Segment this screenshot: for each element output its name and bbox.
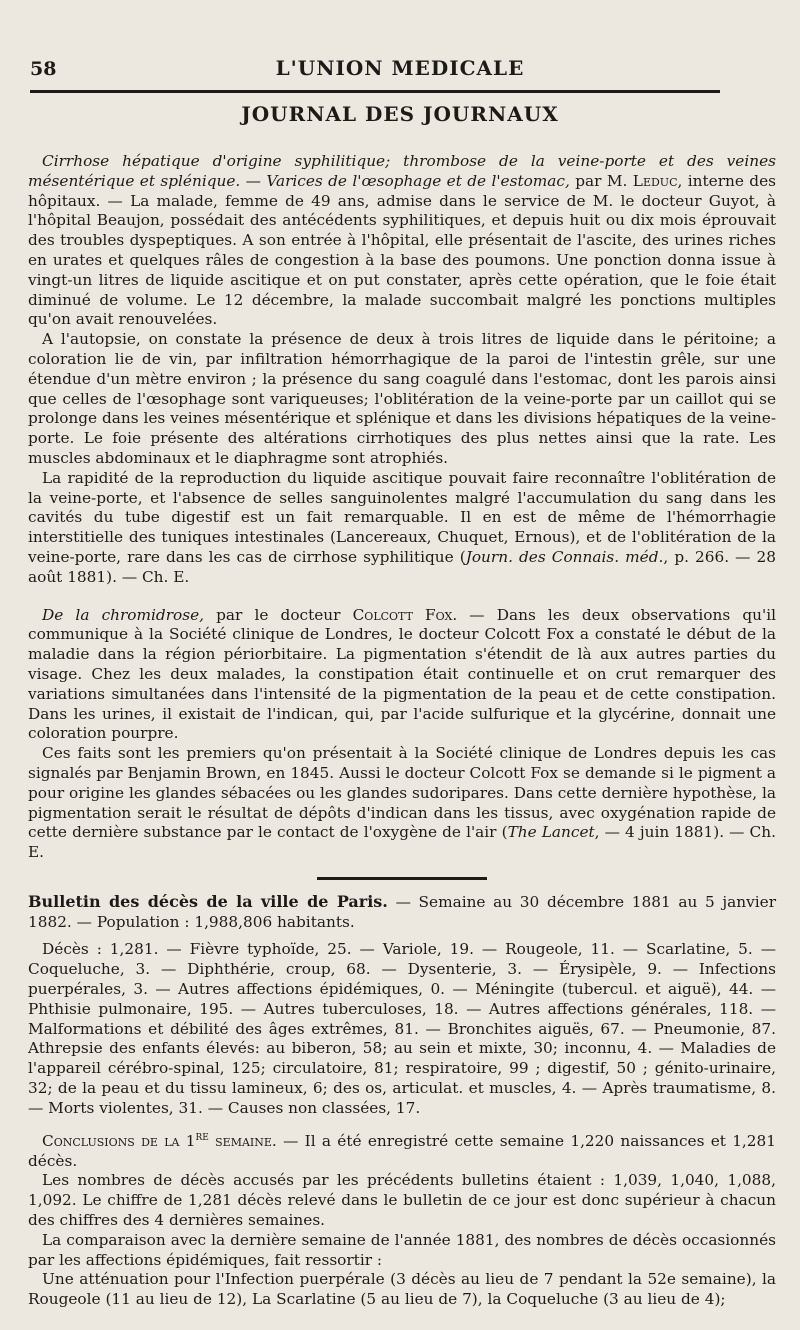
article-chromidrose — [28, 606, 776, 863]
article-cirrhose — [28, 152, 776, 588]
article-author: Colcott Fox — [352, 605, 453, 624]
article-title: De la chromidrose, — [42, 605, 204, 624]
article-paragraph: Les nombres de décès accusés par les précédents bulletins étaient : 1,039, 1,040, 1,088, 1,092. Le chiffre de 1,281 décès relevé dans le bulletin de ce jour est donc supérieur à chacun des chiffres des 4 dernières semaines. — [28, 1171, 776, 1229]
section-separator — [317, 877, 487, 880]
section-title: JOURNAL DES JOURNAUX — [241, 102, 559, 126]
page-number: 58 — [30, 58, 57, 80]
bulletin-deces — [28, 892, 776, 1310]
article-paragraph: La comparaison avec la dernière semaine de l'année 1881, des nombres de décès occasionnés par les affections épidémiques, fait ressortir : — [28, 1230, 776, 1269]
article-paragraph: Une atténuation pour l'Infection puerpérale (3 décès au lieu de 7 pendant la 52e semaine), la Rougeole (11 au lieu de 12), La Scarlatine (5 au lieu de 7), la Coqueluche (3 au lieu de 4); — [28, 1270, 776, 1309]
article-text: La rapidité de la reproduction du liquide ascitique pouvait faire reconnaître l'oblitération de la veine-porte, et l'absence de selles sanguinolentes malgré l'accumulation du sang dans les cavités du tube digestif est un fait remarquable. Il en est de même de l'hémorrhagie interstitielle des tuniques intestinales (Lancereaux, Chuquet, Ernous), et de l'oblitération de la veine-porte, rare dans les cas de cirrhose syphilitique ( — [28, 468, 776, 566]
article-paragraph — [28, 744, 776, 863]
byline-prefix: par le docteur — [216, 605, 341, 624]
article-paragraph — [28, 152, 776, 330]
byline-prefix: par M. — [575, 171, 628, 190]
conclusions-title: Conclusions de la 1re semaine. — [42, 1128, 277, 1150]
running-head — [30, 52, 770, 84]
superscript: re — [195, 1128, 209, 1144]
spacer — [28, 1119, 776, 1127]
article-text: , — 4 juin 1881). — Ch. E. — [28, 823, 776, 862]
conclusions-text: — Il a été enregistré cette semaine 1,220 naissances et 1,281 décès. — [28, 1131, 776, 1170]
bulletin-intro: — Semaine au 30 décembre 1881 au 5 janvier 1882. — Population : 1,988,806 habitants. — [28, 892, 777, 931]
journal-title: L'UNION MEDICALE — [275, 56, 525, 80]
article-title: Cirrhose hépatique d'origine syphilitique; thrombose de la veine-porte et des veines mésentérique et splénique. — Varices de l'œsophage et de l'estomac, — [28, 152, 776, 190]
article-paragraph: A l'autopsie, on constate la présence de deux à trois litres de liquide dans le péritoine; a coloration lie de vin, par infiltration hémorrhagique de la paroi de l'intestin grêle, sur une étendue d'un mètre environ ; la présence du sang coagulé dans l'estomac, dont les parois ainsi que celles de l'œsophage sont variqueuses; l'oblitération de la veine-porte par un caillot qui se prolonge dans les veines mésentérique et splénique et dans les divisions hépatiques de la veine-porte. Le foie présente des altérations cirrhotiques des plus nettes ainsi que la rate. Les muscles abdominaux et le diaphragme sont atrophiés. — [28, 330, 776, 467]
death-statistics: Décès : 1,281. — Fièvre typhoïde, 25. — Variole, 19. — Rougeole, 11. — Scarlatine, 5. — Coqueluche, 3. — Diphthérie, croup, 68. — Dysenterie, 3. — Érysipèle, 9. — Infections puerpérales, 3. — Autres affections épidémiques, 0. — Méningite (tubercul. et aiguë), 44. — Phthisie pulmonaire, 195. — Autres tuberculoses, 18. — Autres affections générales, 118. — Malformations et débilité des âges extrêmes, 81. — Bronchites aiguës, 67. — Pneumonie, 87. Athrepsie des enfants élevés: au biberon, 58; au sein et mixte, 30; inconnu, 4. — Maladies de l'appareil cérébro-spinal, 125; circulatoire, 81; respiratoire, 99 ; digestif, 50 ; génito-urinaire, 32; de la peau et du tissu lamineux, 6; des os, articulat. et muscles, 4. — Après traumatisme, 8. — Morts violentes, 31. — Causes non classées, 17. — [28, 940, 776, 1117]
article-text: . — Dans les deux observations qu'il communique à la Société clinique de Londres, le docteur Colcott Fox a constaté le début de la maladie dans la région périorbitaire. La pigmentation s'étendit de là aux autres parties du visage. Chez les deux malades, la constipation était continuelle et on crut remarquer des variations simultanées dans l'intensité de la pigmentation de la peau et de cette constipation. Dans les urines, il existait de l'indican, qui, par l'acide sulfurique et la glycérine, donnait une coloration pourpre. — [28, 605, 776, 743]
citation: Journ. des Connais. méd. — [465, 547, 664, 566]
article-text: , interne des hôpitaux. — La malade, femme de 49 ans, admise dans le service de M. le docteur Guyot, à l'hôpital Beaujon, possédait des antécédents syphilitiques, et depuis huit ou dix mois éprouvait des troubles dyspeptiques. A son entrée à l'hôpital, elle présentait de l'ascite, des urines riches en urates et quelques râles de congestion à la base des poumons. Une ponction donna issue à vingt-un litres de liquide ascitique et on put constater, après cette opération, que le foie était diminué de volume. Le 12 décembre, la malade succombait malgré les ponctions multiples qu'on avait renouvelées. — [28, 171, 776, 329]
header-rule — [30, 90, 720, 93]
article-author: Leduc — [632, 171, 678, 190]
article-text: , p. 266. — 28 août 1881). — Ch. E. — [28, 547, 776, 586]
article-paragraph — [28, 606, 776, 745]
article-text: Ces faits sont les premiers qu'on présentait à la Société clinique de Londres depuis les cas signalés par Benjamin Brown, en 1845. Aussi le docteur Colcott Fox se demande si le pigment a pour origine les glandes sébacées ou les glandes sudoripares. Dans cette dernière hypothèse, la pigmentation serait le résultat de dépôts d'indican dans les tissus, avec oxygénation rapide de cette dernière substance par le contact de l'oxygène de l'air ( — [28, 744, 776, 842]
conclusions-paragraph — [28, 1127, 776, 1172]
spacer — [28, 588, 776, 606]
citation: The Lancet — [507, 823, 595, 842]
bulletin-heading — [28, 892, 776, 933]
bulletin-title: Bulletin des décès de la ville de Paris. — [28, 891, 388, 911]
spacer — [28, 932, 776, 940]
article-column — [28, 152, 776, 1310]
article-paragraph — [28, 469, 776, 588]
